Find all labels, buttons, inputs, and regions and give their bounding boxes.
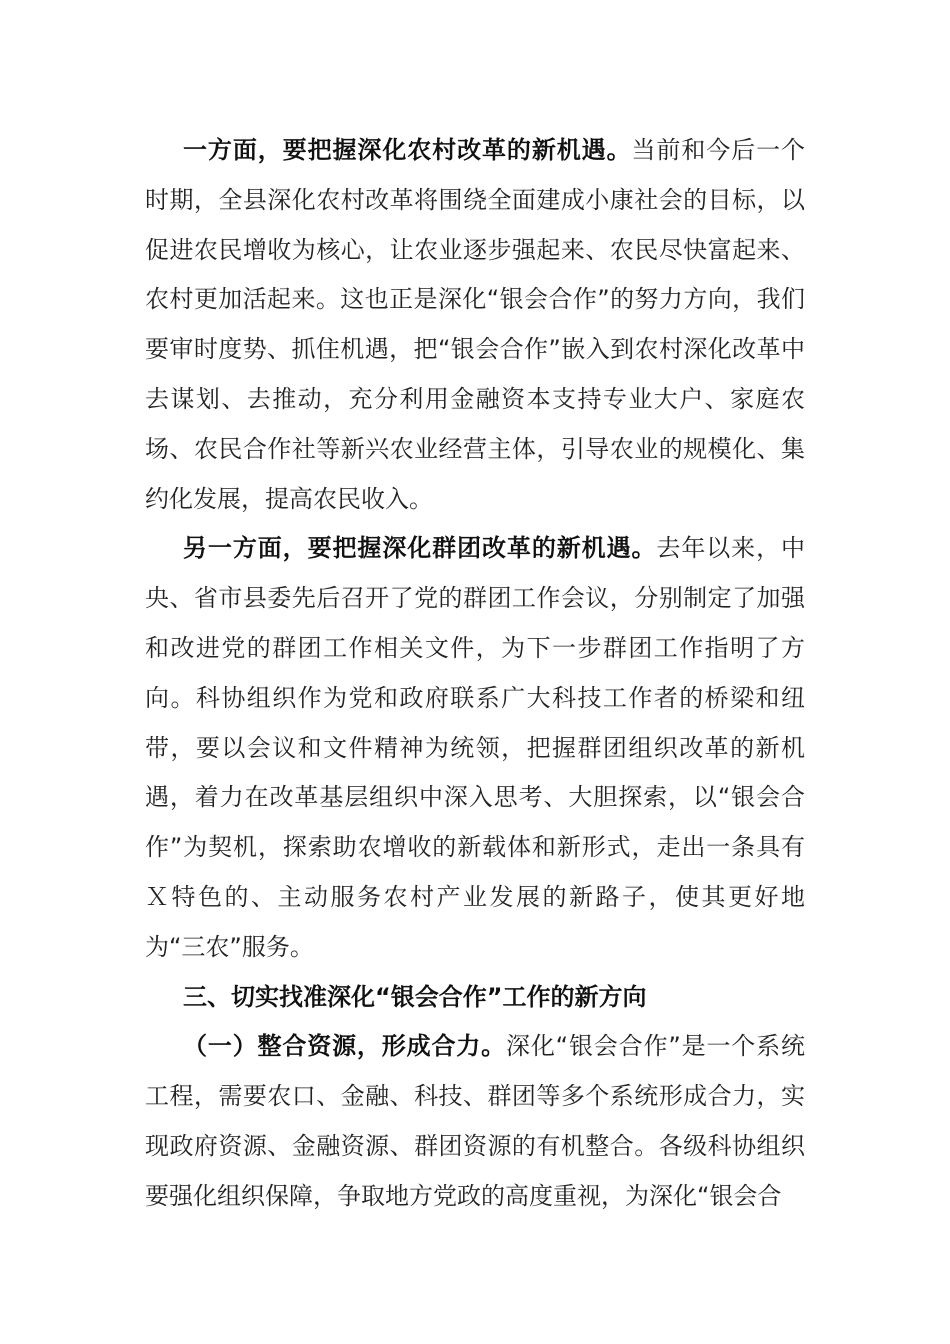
- section-heading: 三、切实找准深化“银会合作”工作的新方向: [183, 982, 647, 1011]
- paragraph-text: 深化“银会合作”是一个系统工程，需要农口、金融、科技、群团等多个系统形成合力，实现政府资源、金融资源、群团资源的有机整合。各级科协组织要强化组织保障，争取地方党政的高度重视，为深化“银会合: [145, 1032, 805, 1210]
- paragraph-integrate-resources: [145, 1022, 805, 1221]
- paragraph-group-reform: [145, 524, 805, 972]
- paragraph-rural-reform: [145, 126, 805, 524]
- paragraph-lead: 另一方面，要把握深化群团改革的新机遇。: [183, 534, 657, 563]
- paragraph-text: 当前和今后一个时期，全县深化农村改革将围绕全面建成小康社会的目标，以促进农民增收为核心，让农业逐步强起来、农民尽快富起来、农村更加活起来。这也正是深化“银会合作”的努力方向，我们要审时度势、抓住机遇，把“银会合作”嵌入到农村深化改革中去谋划、去推动，充分利用金融资本支持专业大户、家庭农场、农民合作社等新兴农业经营主体，引导农业的规模化、集约化发展，提高农民收入。: [145, 136, 805, 513]
- paragraph-lead: （一）整合资源，形成合力。: [183, 1032, 506, 1061]
- document-body: [145, 126, 805, 1222]
- paragraph-lead: 一方面，要把握深化农村改革的新机遇。: [183, 136, 632, 164]
- paragraph-text: 去年以来，中央、省市县委先后召开了党的群团工作会议，分别制定了加强和改进党的群团工作相关文件，为下一步群团工作指明了方向。科协组织作为党和政府联系广大科技工作者的桥梁和纽带，要以会议和文件精神为统领，把握群团组织改革的新机遇，着力在改革基层组织中深入思考、大胆探索，以“银会合作”为契机，探索助农增收的新载体和新形式，走出一条具有Ｘ特色的、主动服务农村产业发展的新路子，使其更好地为“三农”服务。: [145, 534, 806, 961]
